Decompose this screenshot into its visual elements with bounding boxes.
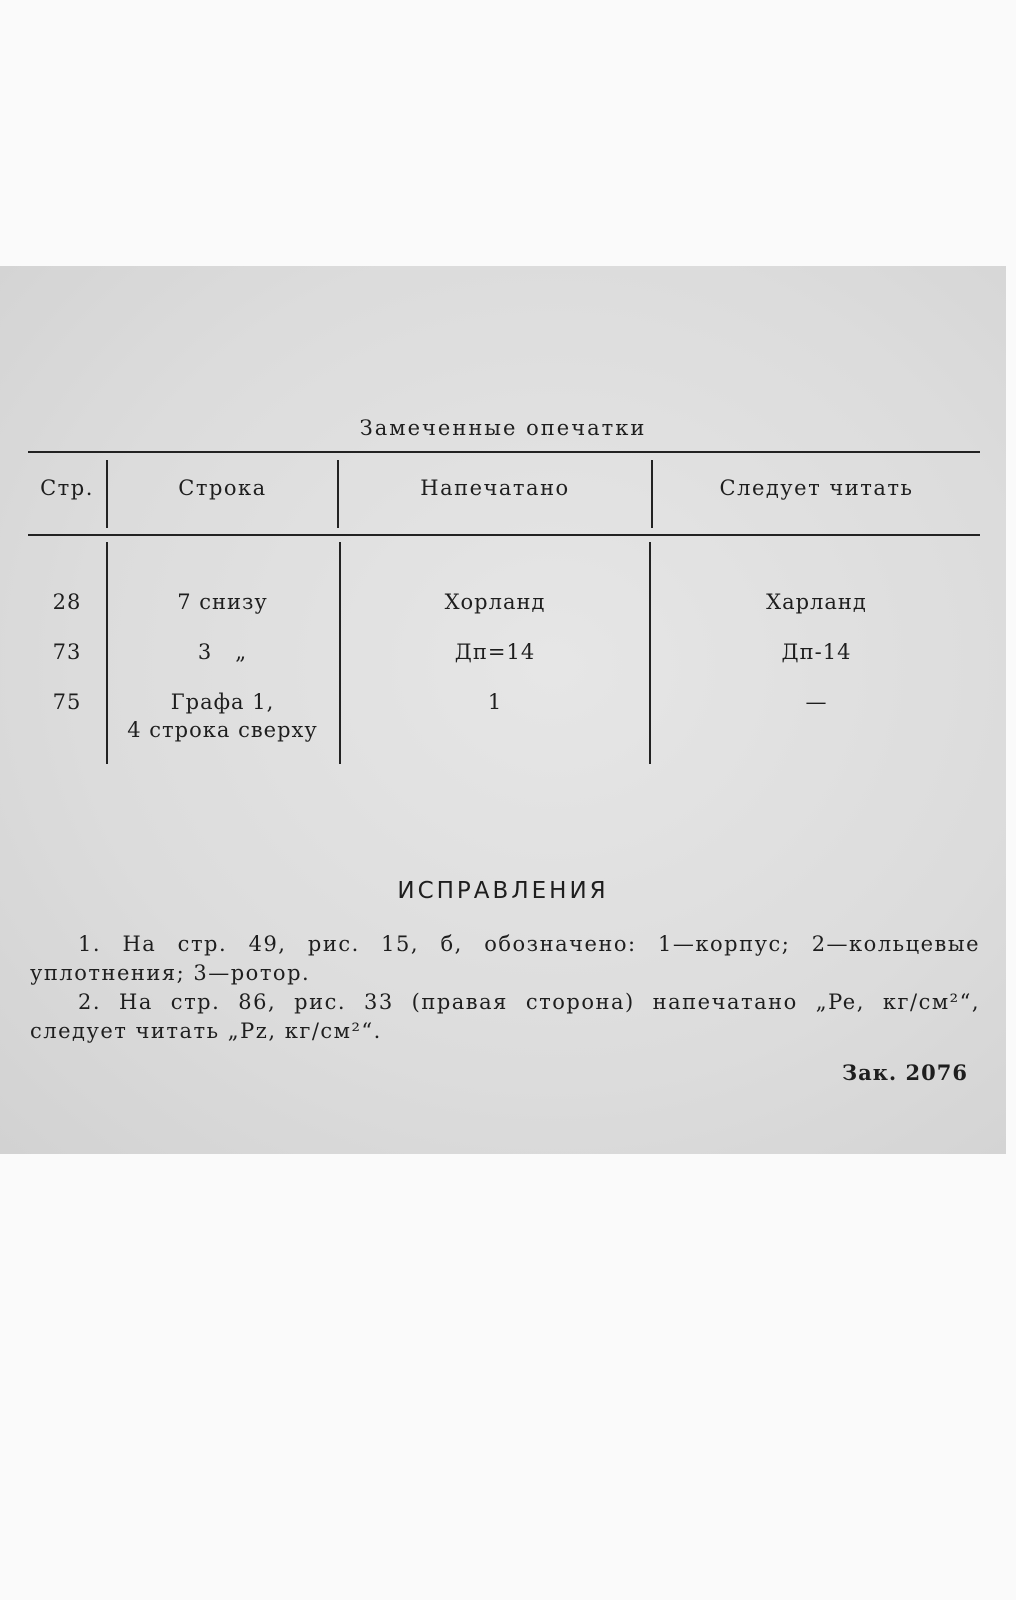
correction-item: 2. На стр. 86, рис. 33 (правая сторона) напечатано „Pe, кг/см²“, следует читать „Pz, кг/см²“. (30, 990, 980, 1043)
correction-item: 1. На стр. 49, рис. 15, б, обозначено: 1—корпус; 2—кольцевые уплотнения; 3—ротор. (30, 932, 980, 985)
column-header-page: Стр. (40, 476, 94, 500)
table-cell-should-read: Харланд (766, 590, 867, 614)
table-cell-page: 73 (52, 640, 82, 664)
column-header-line: Строка (178, 476, 267, 500)
corrections-title: ИСПРАВЛЕНИЯ (397, 878, 609, 904)
column-header-should-read: Следует читать (719, 476, 914, 500)
table-cell-should-read: — (805, 690, 828, 714)
table-cell-page: 28 (52, 590, 82, 614)
table-cell-printed: Хорланд (444, 590, 546, 614)
order-number: Зак. 2076 (842, 1060, 968, 1085)
table-cell-printed: 1 (487, 690, 503, 714)
column-header-printed: Напечатано (420, 476, 570, 500)
table-cell-line: 3 „ (197, 640, 248, 664)
table-cell-printed: Дп=14 (454, 640, 536, 664)
table-top-rule (28, 451, 980, 453)
table-cell-line-continued: 4 строка сверху (127, 718, 318, 742)
errata-title: Замеченные опечатки (359, 416, 647, 440)
table-header-rule (28, 534, 980, 536)
table-cell-line: 7 снизу (177, 590, 268, 614)
table-cell-line: Графа 1, (170, 690, 275, 714)
document-sheet (0, 266, 1006, 1154)
table-cell-page: 75 (52, 690, 82, 714)
table-cell-should-read: Дп-14 (781, 640, 852, 664)
